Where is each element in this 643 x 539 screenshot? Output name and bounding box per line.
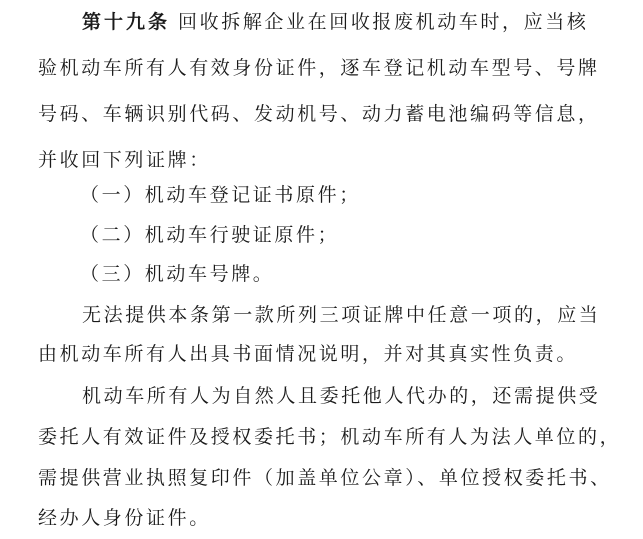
paragraph-3-line-3: 需提供营业执照复印件（加盖单位公章）、单位授权委托书、 [38,467,612,489]
article-text-line-1: 回收拆解企业在回收报废机动车时，应当核 [178,11,589,33]
article-text-line-2: 验机动车所有人有效身份证件，逐车登记机动车型号、号牌 [38,57,600,79]
list-item-3: （三）机动车号牌。 [80,263,275,285]
paragraph-3-line-1: 机动车所有人为自然人且委托他人代办的，还需提供受 [82,385,601,407]
paragraph-3-line-2: 委托人有效证件及授权委托书；机动车所有人为法人单位的， [38,426,622,448]
paragraph-2-line-1: 无法提供本条第一款所列三项证牌中任意一项的，应当 [82,304,601,326]
article-text-line-3: 号码、车辆识别代码、发动机号、动力蓄电池编码等信息， [38,103,600,125]
article-first-line [82,10,588,34]
list-item-1: （一）机动车登记证书原件； [80,184,361,206]
article-text-line-4: 并收回下列证牌： [38,149,211,171]
article-number: 第十九条 [82,11,171,33]
list-item-2: （二）机动车行驶证原件； [80,224,340,246]
paragraph-3-line-4: 经办人身份证件。 [38,507,211,529]
paragraph-2-line-2: 由机动车所有人出具书面情况说明，并对其真实性负责。 [38,343,579,365]
